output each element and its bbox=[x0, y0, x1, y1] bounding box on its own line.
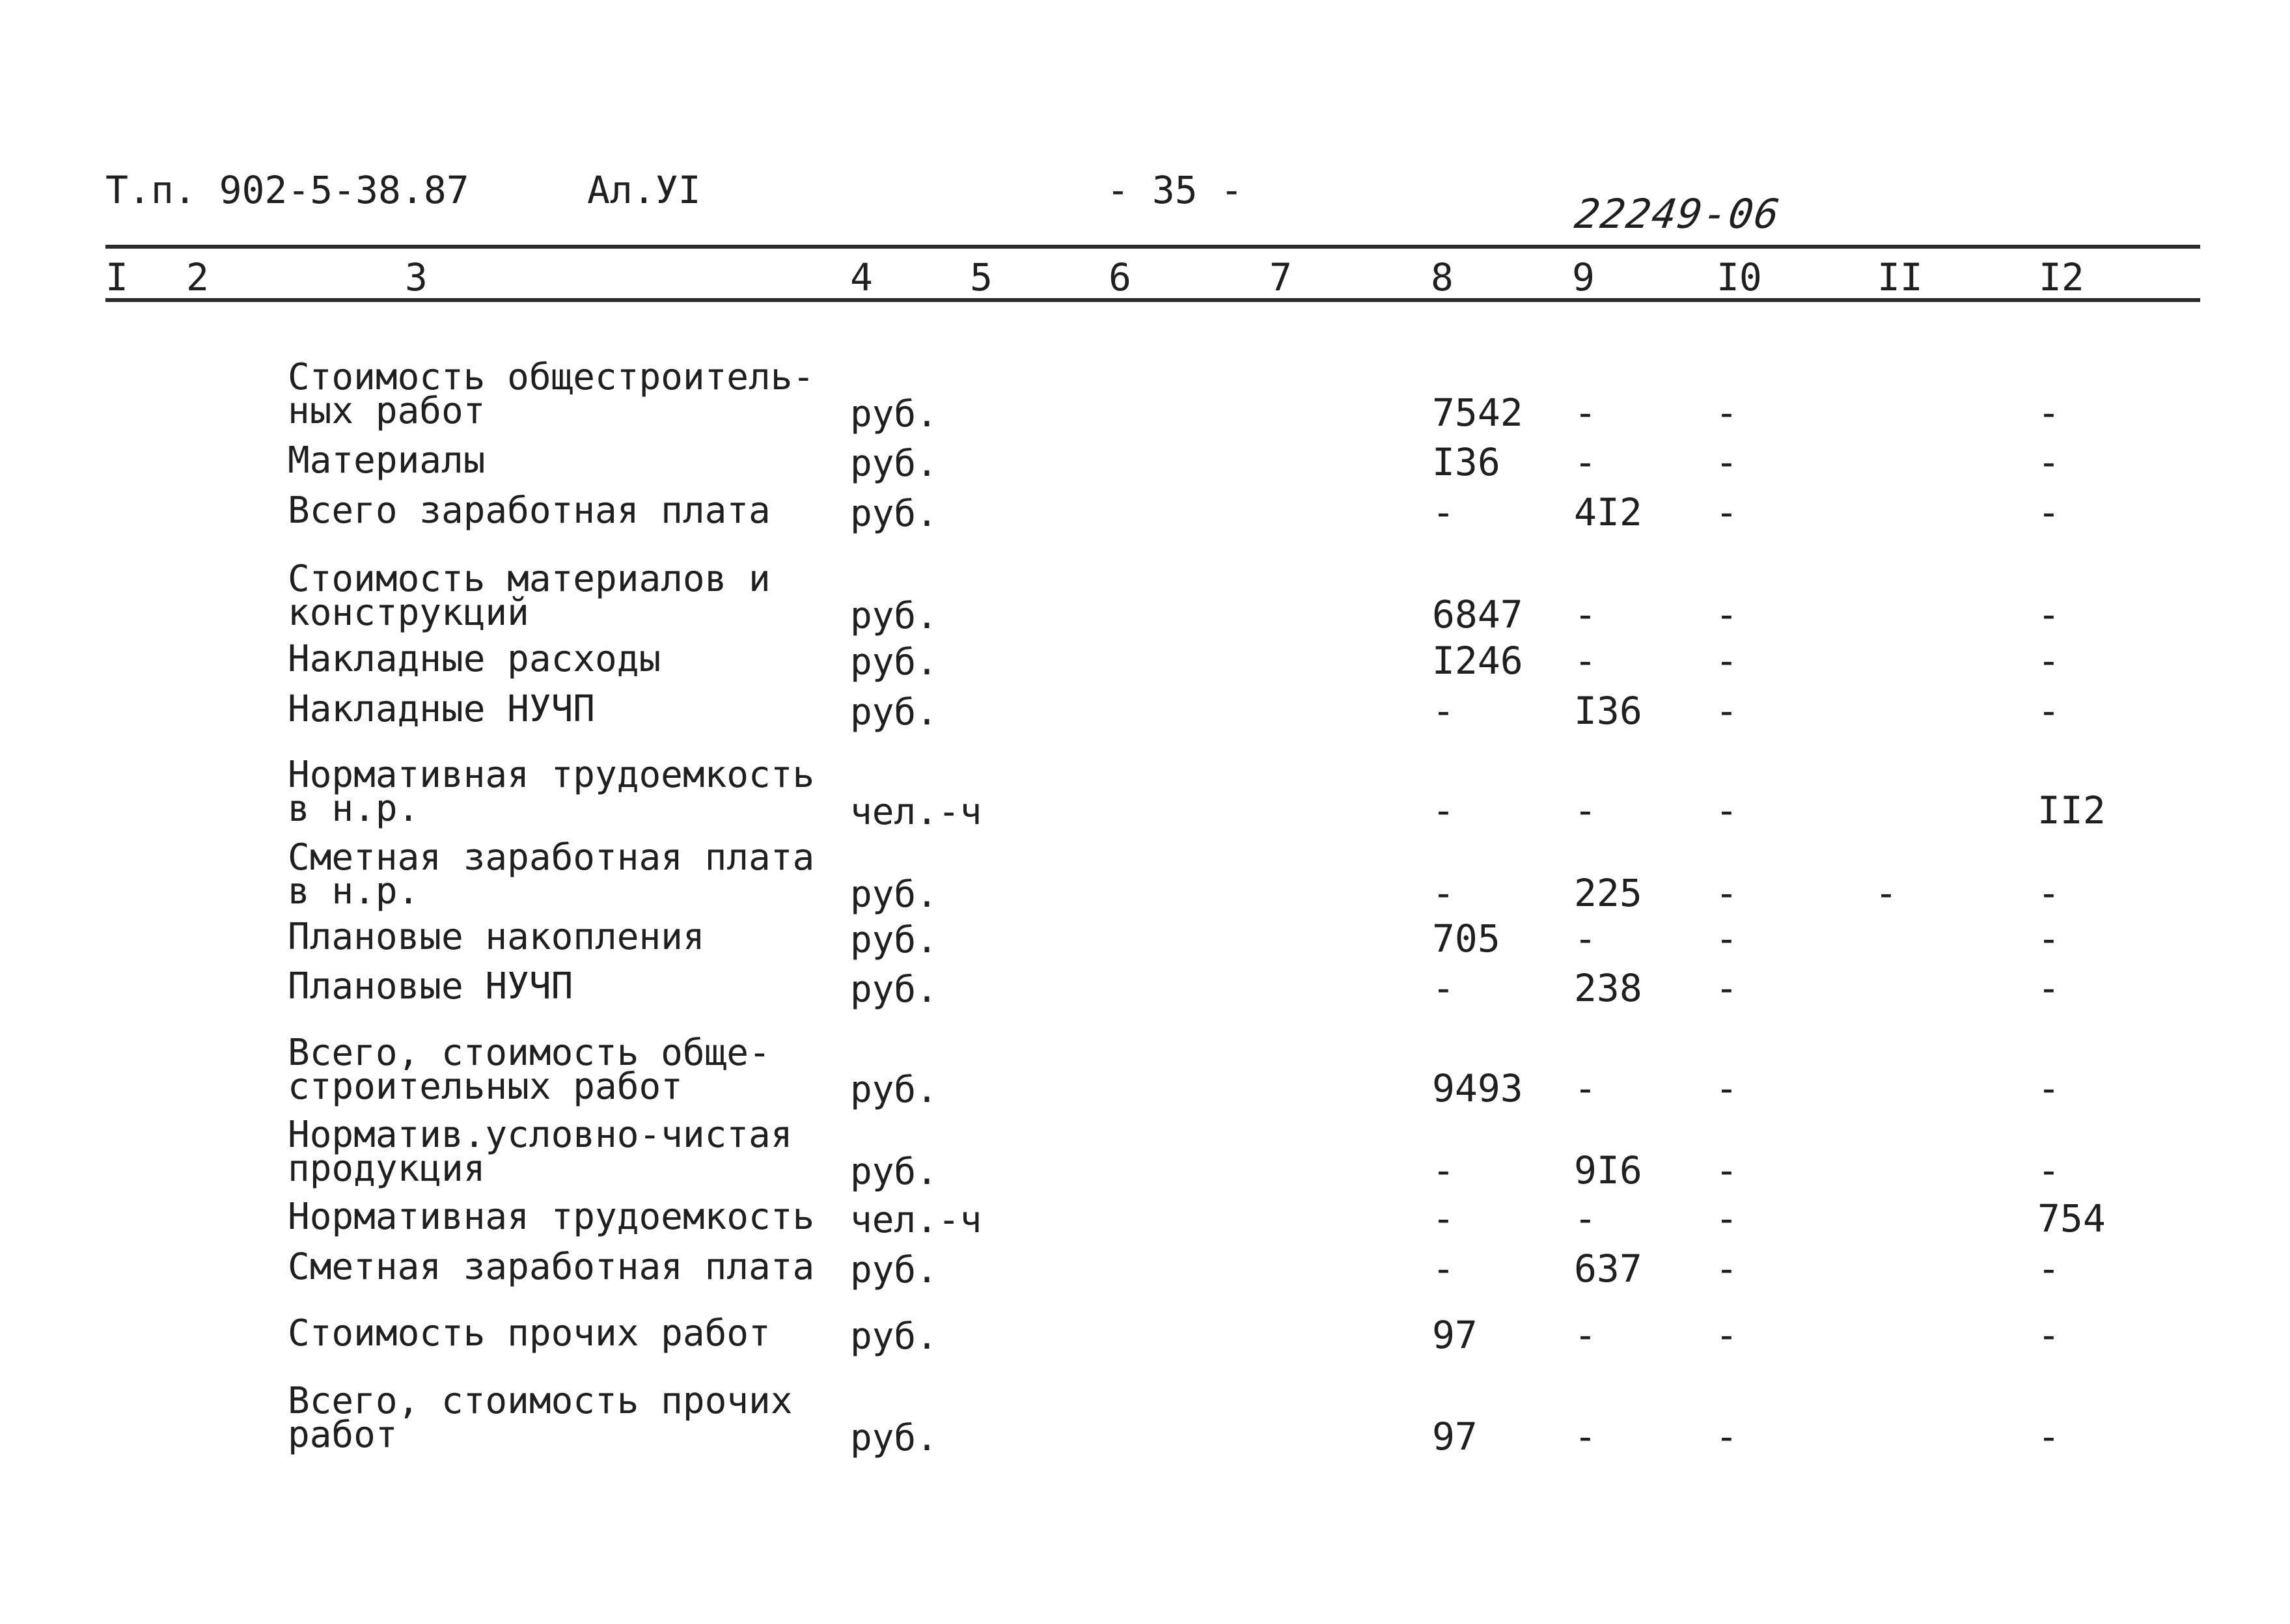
row-label bbox=[288, 1312, 771, 1355]
row-label-line: Всего, стоимость обще- bbox=[288, 1032, 771, 1074]
cell-c10: - bbox=[1715, 1066, 1738, 1110]
column-number: 9 bbox=[1572, 255, 1595, 299]
cell-c8: I246 bbox=[1432, 639, 1523, 683]
cell-c12: - bbox=[2037, 639, 2060, 683]
album-label: Ал.УI bbox=[587, 168, 701, 212]
row-label-line: Накладные расходы bbox=[288, 638, 661, 680]
row-label bbox=[288, 1246, 815, 1288]
cell-c9: - bbox=[1574, 1066, 1597, 1110]
row-unit: руб. bbox=[850, 1315, 938, 1358]
cell-c9: - bbox=[1574, 788, 1597, 833]
row-label bbox=[288, 965, 573, 1008]
row-label-line: Плановые накопления bbox=[288, 916, 705, 958]
row-unit: руб. bbox=[850, 1069, 938, 1111]
cell-c12: - bbox=[2037, 440, 2060, 484]
cell-c9: - bbox=[1574, 391, 1597, 435]
row-unit: руб. bbox=[850, 493, 938, 535]
column-number: I0 bbox=[1717, 255, 1762, 299]
top-rule bbox=[105, 245, 2200, 249]
row-label-line: строительных работ bbox=[288, 1066, 683, 1108]
row-label-line: Материалы bbox=[288, 439, 486, 482]
cell-c9: - bbox=[1574, 639, 1597, 683]
cell-c8: 705 bbox=[1432, 916, 1500, 961]
column-number: I2 bbox=[2039, 255, 2084, 299]
row-label bbox=[288, 688, 596, 730]
row-label bbox=[288, 558, 771, 634]
cell-c10: - bbox=[1715, 689, 1738, 733]
column-number: 3 bbox=[405, 255, 428, 299]
cell-c10: - bbox=[1715, 440, 1738, 484]
row-label-line: Стоимость прочих работ bbox=[288, 1312, 771, 1355]
cell-c8: - bbox=[1432, 1246, 1455, 1291]
cell-c8: I36 bbox=[1432, 440, 1500, 484]
row-label bbox=[288, 836, 815, 913]
cell-c9: - bbox=[1574, 1196, 1597, 1241]
row-unit: руб. bbox=[850, 969, 938, 1011]
row-unit: руб. bbox=[850, 641, 938, 683]
row-label bbox=[288, 754, 815, 830]
cell-c8: - bbox=[1432, 490, 1455, 534]
row-label-line: продукция bbox=[288, 1148, 486, 1190]
row-label bbox=[288, 1196, 815, 1238]
row-label-line: ных работ bbox=[288, 390, 486, 432]
row-label bbox=[288, 1380, 793, 1456]
cell-c10: - bbox=[1715, 1313, 1738, 1357]
cell-c9: - bbox=[1574, 1414, 1597, 1459]
row-label-line: Сметная заработная плата bbox=[288, 1246, 815, 1288]
column-number: 4 bbox=[850, 255, 873, 299]
cell-c8: 9493 bbox=[1432, 1066, 1523, 1110]
cell-c9: 637 bbox=[1574, 1246, 1642, 1291]
cell-c8: 6847 bbox=[1432, 592, 1523, 637]
row-unit: руб. bbox=[850, 691, 938, 734]
cell-c8: 97 bbox=[1432, 1313, 1478, 1357]
row-label-line: Стоимость общестроитель- bbox=[288, 356, 815, 398]
row-label-line: в н.р. bbox=[288, 788, 420, 830]
column-number: II bbox=[1877, 255, 1923, 299]
row-label bbox=[288, 1114, 793, 1190]
cell-c8: - bbox=[1432, 689, 1455, 733]
cell-c10: - bbox=[1715, 966, 1738, 1010]
cell-c8: - bbox=[1432, 966, 1455, 1010]
row-label-line: Сметная заработная плата bbox=[288, 836, 815, 879]
cell-c12: - bbox=[2037, 1414, 2060, 1459]
cell-c10: - bbox=[1715, 1196, 1738, 1241]
cell-c10: - bbox=[1715, 639, 1738, 683]
cell-c12: 754 bbox=[2037, 1196, 2106, 1241]
row-unit: руб. bbox=[850, 919, 938, 961]
cell-c8: 7542 bbox=[1432, 391, 1523, 435]
row-unit: руб. bbox=[850, 443, 938, 485]
row-unit: руб. bbox=[850, 1249, 938, 1291]
row-unit: чел.-ч bbox=[850, 1199, 982, 1241]
cell-c12: - bbox=[2037, 592, 2060, 637]
row-unit: руб. bbox=[850, 393, 938, 435]
cell-c9: - bbox=[1574, 592, 1597, 637]
cell-c8: - bbox=[1432, 871, 1455, 915]
cell-c10: - bbox=[1715, 391, 1738, 435]
row-unit: руб. bbox=[850, 1151, 938, 1193]
cell-c8: - bbox=[1432, 1148, 1455, 1192]
row-label-line: Плановые НУЧП bbox=[288, 965, 573, 1008]
page-number: - 35 - bbox=[1107, 168, 1243, 212]
cell-c8: - bbox=[1432, 1196, 1455, 1241]
column-number: 6 bbox=[1109, 255, 1131, 299]
cell-c10: - bbox=[1715, 871, 1738, 915]
column-number: 7 bbox=[1269, 255, 1292, 299]
row-unit: руб. bbox=[850, 595, 938, 637]
cell-c12: - bbox=[2037, 1313, 2060, 1357]
cell-c12: - bbox=[2037, 1066, 2060, 1110]
row-label bbox=[288, 1032, 771, 1108]
row-label bbox=[288, 356, 815, 432]
row-label-line: конструкций bbox=[288, 592, 529, 634]
row-label-line: в н.р. bbox=[288, 870, 420, 913]
row-unit: руб. bbox=[850, 1417, 938, 1459]
row-unit: руб. bbox=[850, 874, 938, 916]
cell-c8: - bbox=[1432, 788, 1455, 833]
cell-c12: - bbox=[2037, 916, 2060, 961]
cell-c12: - bbox=[2037, 1246, 2060, 1291]
cell-c10: - bbox=[1715, 592, 1738, 637]
row-label bbox=[288, 638, 661, 680]
row-label-line: Нормативная трудоемкость bbox=[288, 1196, 815, 1238]
column-number: 8 bbox=[1431, 255, 1454, 299]
row-label-line: Нормативная трудоемкость bbox=[288, 754, 815, 796]
row-label bbox=[288, 489, 771, 532]
cell-c12: - bbox=[2037, 689, 2060, 733]
row-label-line: Всего заработная плата bbox=[288, 489, 771, 532]
cell-c12: - bbox=[2037, 391, 2060, 435]
inventory-number: 22249-06 bbox=[1571, 190, 1784, 238]
row-label-line: Накладные НУЧП bbox=[288, 688, 596, 730]
column-number: 2 bbox=[186, 255, 209, 299]
cell-c10: - bbox=[1715, 490, 1738, 534]
document-reference: Т.п. 902-5-38.87 bbox=[105, 168, 469, 212]
cell-c10: - bbox=[1715, 1414, 1738, 1459]
cell-c12: - bbox=[2037, 1148, 2060, 1192]
cell-c12: II2 bbox=[2037, 788, 2106, 833]
cell-c9: I36 bbox=[1574, 689, 1642, 733]
cell-c10: - bbox=[1715, 788, 1738, 833]
cell-c10: - bbox=[1715, 916, 1738, 961]
column-number: 5 bbox=[970, 255, 993, 299]
cell-c9: - bbox=[1574, 916, 1597, 961]
cell-c10: - bbox=[1715, 1148, 1738, 1192]
row-unit: чел.-ч bbox=[850, 791, 982, 833]
cell-c9: 9I6 bbox=[1574, 1148, 1642, 1192]
cell-c9: 238 bbox=[1574, 966, 1642, 1010]
row-label-line: Стоимость материалов и bbox=[288, 558, 771, 600]
cell-c8: 97 bbox=[1432, 1414, 1478, 1459]
cell-c10: - bbox=[1715, 1246, 1738, 1291]
cell-c9: - bbox=[1574, 1313, 1597, 1357]
cell-c9: 225 bbox=[1574, 871, 1642, 915]
cell-c9: 4I2 bbox=[1574, 490, 1642, 534]
row-label-line: работ bbox=[288, 1414, 398, 1456]
cell-c12: - bbox=[2037, 966, 2060, 1010]
row-label bbox=[288, 439, 486, 482]
cell-c9: - bbox=[1574, 440, 1597, 484]
column-number: I bbox=[105, 255, 128, 299]
cell-c12: - bbox=[2037, 490, 2060, 534]
row-label bbox=[288, 916, 705, 958]
row-label-line: Норматив.условно-чистая bbox=[288, 1114, 793, 1156]
cell-c11: - bbox=[1875, 871, 1897, 915]
cell-c12: - bbox=[2037, 871, 2060, 915]
row-label-line: Всего, стоимость прочих bbox=[288, 1380, 793, 1422]
